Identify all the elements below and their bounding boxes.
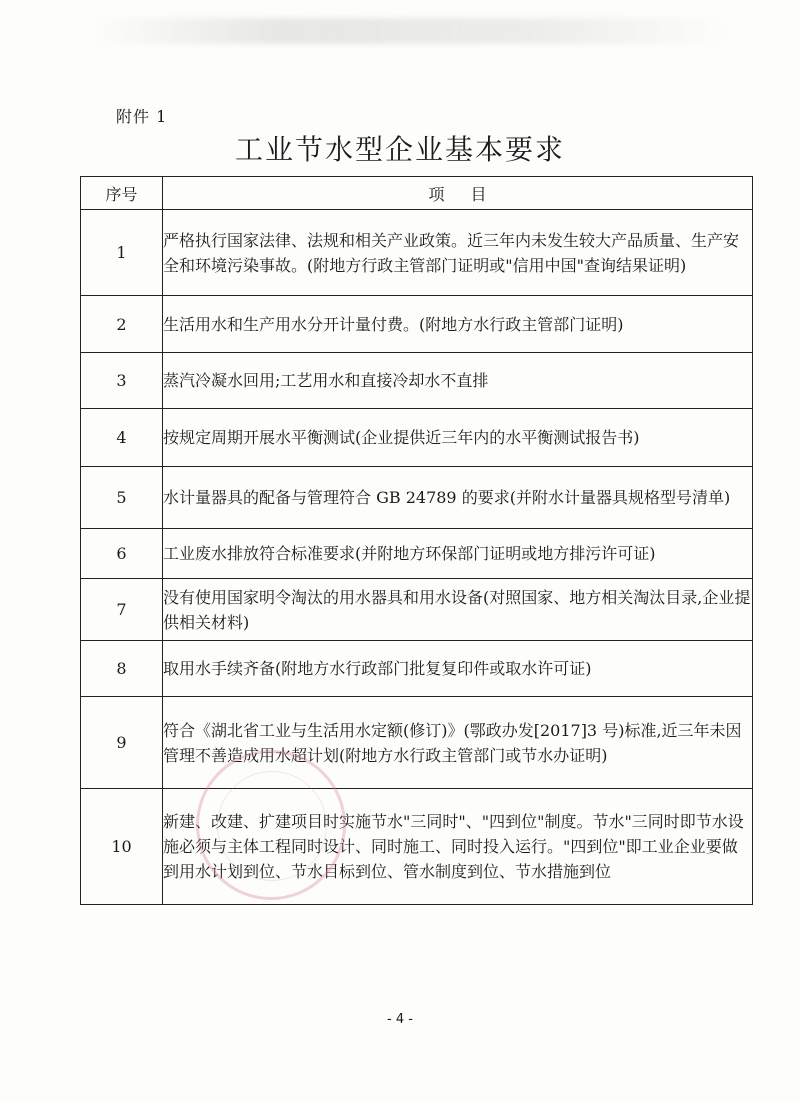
header-item-label: 项目 (428, 184, 513, 204)
table-row (81, 579, 753, 641)
row-number: 4 (81, 409, 163, 467)
row-number: 5 (81, 467, 163, 529)
row-requirement: 取用水手续齐备(附地方水行政部门批复复印件或取水许可证) (163, 641, 753, 697)
row-number: 6 (81, 529, 163, 579)
row-number: 2 (81, 296, 163, 353)
faded-stamp-inner-ring (217, 771, 327, 881)
table-row (81, 529, 753, 579)
table-row (81, 353, 753, 409)
table-row (81, 296, 753, 353)
row-number: 1 (81, 210, 163, 296)
row-number: 9 (81, 697, 163, 789)
table-row (81, 467, 753, 529)
page-title: 工业节水型企业基本要求 (234, 133, 565, 166)
row-number: 8 (81, 641, 163, 697)
table-row (81, 697, 753, 789)
faded-stamp (196, 750, 346, 900)
row-requirement: 新建、改建、扩建项目时实施节水"三同时"、"四到位"制度。节水"三同时即节水设施必须与主体工程同时设计、同时施工、同时投入运行。"四到位"即工业企业要做到用水计划到位、节水目标到位、管水制度到位、节水措施到位 (163, 789, 753, 905)
row-requirement: 没有使用国家明令淘汰的用水器具和用水设备(对照国家、地方相关淘汰目录,企业提供相关材料) (163, 579, 753, 641)
row-number: 3 (81, 353, 163, 409)
row-number: 7 (81, 579, 163, 641)
page-number: - 4 - (387, 1012, 413, 1027)
attachment-label: 附件 1 (116, 107, 168, 126)
row-requirement: 水计量器具的配备与管理符合 GB 24789 的要求(并附水计量器具规格型号清单) (163, 467, 753, 529)
requirements-table (80, 176, 753, 905)
table-row (81, 210, 753, 296)
table-row (81, 409, 753, 467)
table-row (81, 789, 753, 905)
row-requirement: 工业废水排放符合标准要求(并附地方环保部门证明或地方排污许可证) (163, 529, 753, 579)
header-item (163, 177, 753, 210)
table-row (81, 641, 753, 697)
table-header-row (81, 177, 753, 210)
row-requirement: 生活用水和生产用水分开计量付费。(附地方水行政主管部门证明) (163, 296, 753, 353)
row-requirement: 严格执行国家法律、法规和相关产业政策。近三年内未发生较大产品质量、生产安全和环境污染事故。(附地方行政主管部门证明或"信用中国"查询结果证明) (163, 210, 753, 296)
row-requirement: 蒸汽冷凝水回用;工艺用水和直接冷却水不直排 (163, 353, 753, 409)
row-requirement: 按规定周期开展水平衡测试(企业提供近三年内的水平衡测试报告书) (163, 409, 753, 467)
row-requirement: 符合《湖北省工业与生活用水定额(修订)》(鄂政办发[2017]3 号)标准,近三年未因管理不善造成用水超计划(附地方水行政主管部门或节水办证明) (163, 697, 753, 789)
scan-artifact (90, 18, 730, 44)
row-number: 10 (81, 789, 163, 905)
header-serial-number: 序号 (81, 177, 163, 210)
